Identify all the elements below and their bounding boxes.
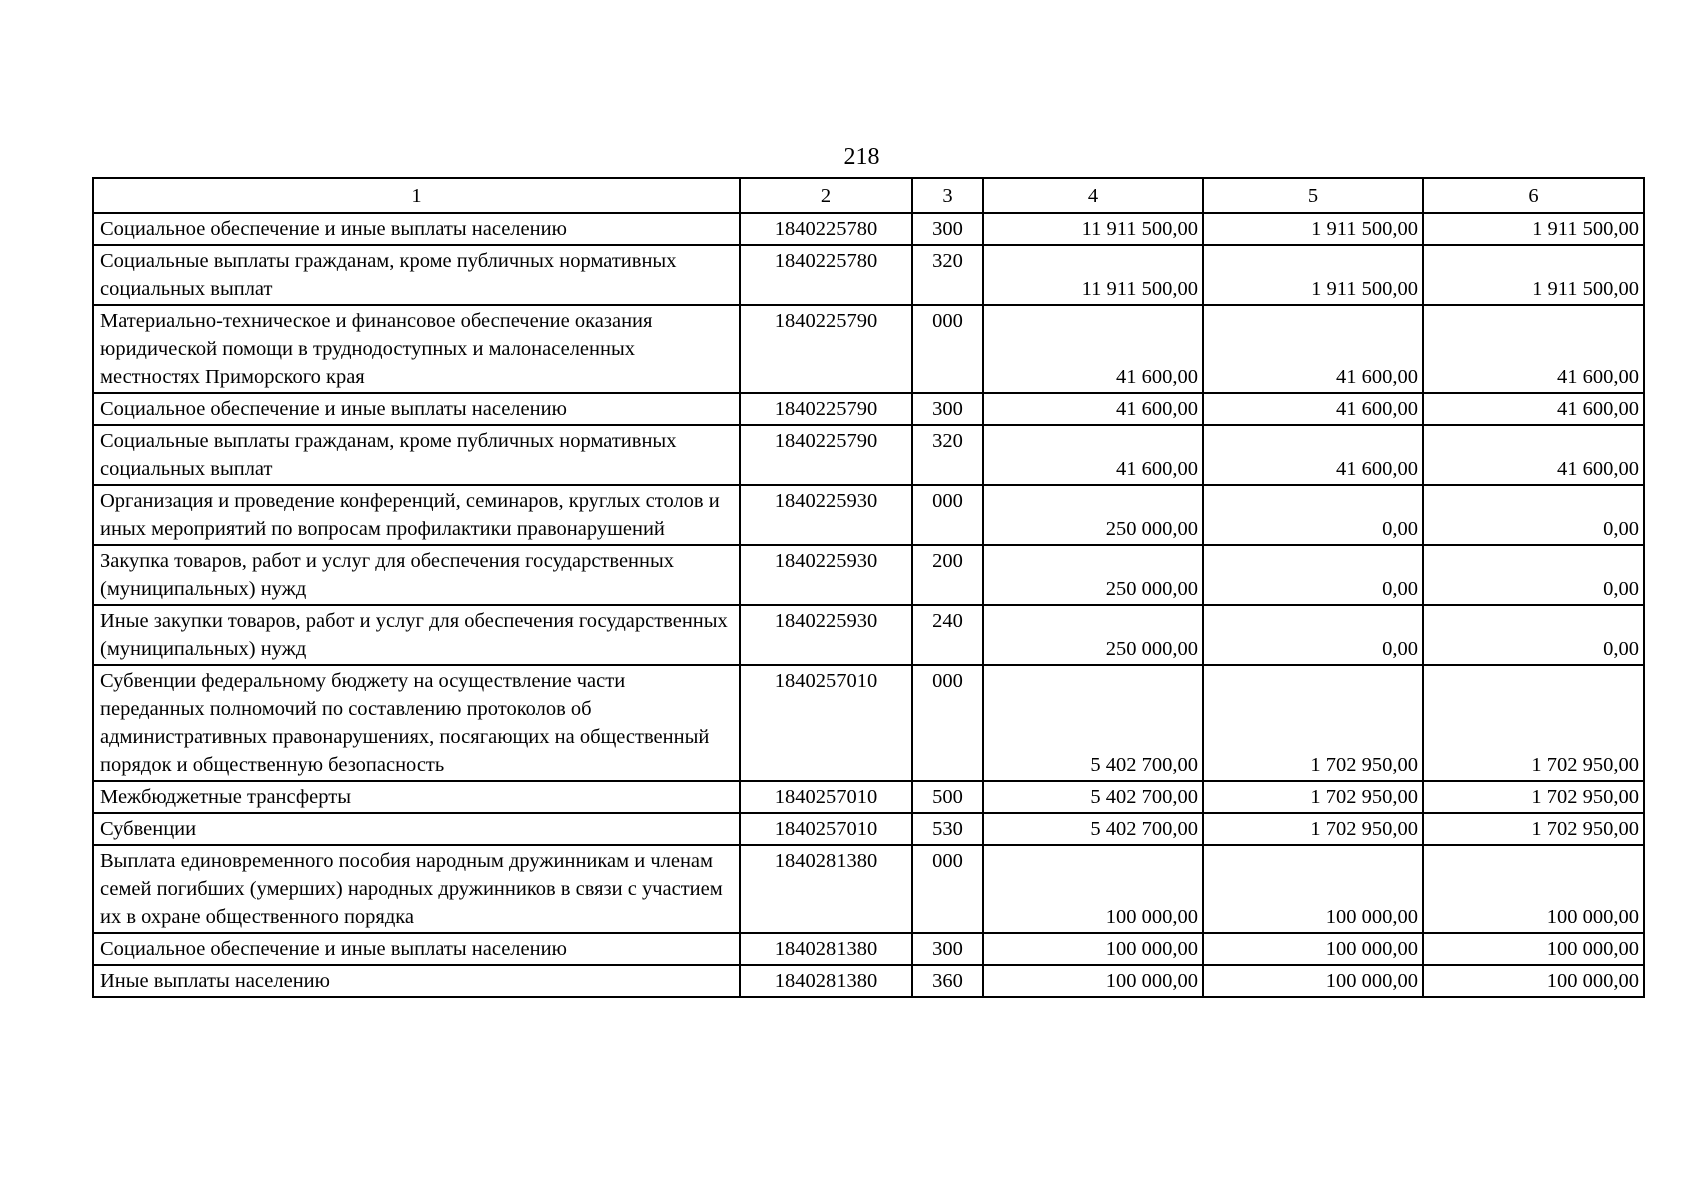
row-type: 300 [912,933,983,965]
row-value-4: 11 911 500,00 [983,213,1203,245]
row-type: 000 [912,305,983,393]
row-value-6: 0,00 [1423,545,1644,605]
row-value-4: 250 000,00 [983,545,1203,605]
table-row [93,605,1644,665]
row-type: 000 [912,665,983,781]
row-name: Закупка товаров, работ и услуг для обеспечения государственных (муниципальных) нужд [93,545,740,605]
row-code: 1840281380 [740,965,912,997]
row-value-6: 1 702 950,00 [1423,665,1644,781]
row-value-6: 41 600,00 [1423,425,1644,485]
row-code: 1840225780 [740,213,912,245]
row-value-4: 250 000,00 [983,605,1203,665]
row-value-5: 1 702 950,00 [1203,781,1423,813]
row-value-4: 100 000,00 [983,933,1203,965]
table-row [93,965,1644,997]
page-number: 218 [843,144,880,170]
row-type: 200 [912,545,983,605]
row-code: 1840225790 [740,305,912,393]
row-value-4: 11 911 500,00 [983,245,1203,305]
table-row [93,213,1644,245]
row-code: 1840225790 [740,425,912,485]
row-value-6: 100 000,00 [1423,933,1644,965]
row-code: 1840257010 [740,813,912,845]
row-name: Субвенции федеральному бюджету на осуществление части переданных полномочий по составлению протоколов об административных правонарушениях, посягающих на общественный порядок и общественную безопасность [93,665,740,781]
column-header: 4 [983,178,1203,213]
row-code: 1840225930 [740,605,912,665]
row-value-4: 41 600,00 [983,393,1203,425]
row-value-6: 100 000,00 [1423,965,1644,997]
row-value-4: 250 000,00 [983,485,1203,545]
row-value-4: 100 000,00 [983,845,1203,933]
table-row [93,845,1644,933]
row-name: Социальное обеспечение и иные выплаты населению [93,213,740,245]
row-type: 000 [912,485,983,545]
row-type: 500 [912,781,983,813]
row-type: 360 [912,965,983,997]
table-row [93,485,1644,545]
row-value-4: 5 402 700,00 [983,781,1203,813]
row-value-4: 5 402 700,00 [983,813,1203,845]
row-name: Организация и проведение конференций, семинаров, круглых столов и иных мероприятий по вопросам профилактики правонарушений [93,485,740,545]
row-code: 1840257010 [740,781,912,813]
header-row [93,178,1644,213]
row-value-5: 0,00 [1203,605,1423,665]
row-value-6: 41 600,00 [1423,305,1644,393]
table-row [93,813,1644,845]
row-type: 300 [912,213,983,245]
row-value-5: 0,00 [1203,545,1423,605]
table-row [93,781,1644,813]
row-name: Выплата единовременного пособия народным дружинникам и членам семей погибших (умерших) народных дружинников в связи с участием их в охране общественного порядка [93,845,740,933]
row-value-5: 1 702 950,00 [1203,665,1423,781]
row-code: 1840225930 [740,545,912,605]
row-value-4: 41 600,00 [983,425,1203,485]
row-name: Социальное обеспечение и иные выплаты населению [93,933,740,965]
row-code: 1840257010 [740,665,912,781]
row-name: Иные закупки товаров, работ и услуг для обеспечения государственных (муниципальных) нужд [93,605,740,665]
column-header: 6 [1423,178,1644,213]
row-value-5: 41 600,00 [1203,305,1423,393]
row-name: Иные выплаты населению [93,965,740,997]
row-value-6: 41 600,00 [1423,393,1644,425]
table-row [93,393,1644,425]
row-code: 1840225780 [740,245,912,305]
budget-table [92,177,1645,998]
row-value-5: 1 911 500,00 [1203,245,1423,305]
row-type: 530 [912,813,983,845]
row-value-6: 1 911 500,00 [1423,245,1644,305]
row-value-6: 0,00 [1423,605,1644,665]
row-name: Межбюджетные трансферты [93,781,740,813]
row-value-4: 5 402 700,00 [983,665,1203,781]
row-value-6: 0,00 [1423,485,1644,545]
row-name: Социальное обеспечение и иные выплаты населению [93,393,740,425]
row-type: 300 [912,393,983,425]
row-value-6: 1 702 950,00 [1423,813,1644,845]
row-value-5: 100 000,00 [1203,965,1423,997]
row-value-6: 1 702 950,00 [1423,781,1644,813]
row-value-4: 100 000,00 [983,965,1203,997]
row-type: 320 [912,245,983,305]
row-value-5: 41 600,00 [1203,393,1423,425]
row-name: Социальные выплаты гражданам, кроме публичных нормативных социальных выплат [93,245,740,305]
row-value-5: 0,00 [1203,485,1423,545]
row-value-5: 100 000,00 [1203,845,1423,933]
row-code: 1840281380 [740,933,912,965]
column-header: 2 [740,178,912,213]
row-type: 000 [912,845,983,933]
table-row [93,665,1644,781]
row-value-6: 1 911 500,00 [1423,213,1644,245]
table-row [93,545,1644,605]
row-code: 1840281380 [740,845,912,933]
table-row [93,425,1644,485]
row-value-5: 100 000,00 [1203,933,1423,965]
row-value-5: 41 600,00 [1203,425,1423,485]
row-value-4: 41 600,00 [983,305,1203,393]
column-header: 5 [1203,178,1423,213]
table-row [93,245,1644,305]
row-name: Социальные выплаты гражданам, кроме публичных нормативных социальных выплат [93,425,740,485]
row-type: 240 [912,605,983,665]
row-value-6: 100 000,00 [1423,845,1644,933]
row-code: 1840225790 [740,393,912,425]
row-value-5: 1 911 500,00 [1203,213,1423,245]
table-row [93,933,1644,965]
table-row [93,305,1644,393]
row-code: 1840225930 [740,485,912,545]
row-value-5: 1 702 950,00 [1203,813,1423,845]
row-name: Материально-техническое и финансовое обеспечение оказания юридической помощи в труднодоступных и малонаселенных местностях Приморского края [93,305,740,393]
row-type: 320 [912,425,983,485]
column-header: 3 [912,178,983,213]
row-name: Субвенции [93,813,740,845]
column-header: 1 [93,178,740,213]
